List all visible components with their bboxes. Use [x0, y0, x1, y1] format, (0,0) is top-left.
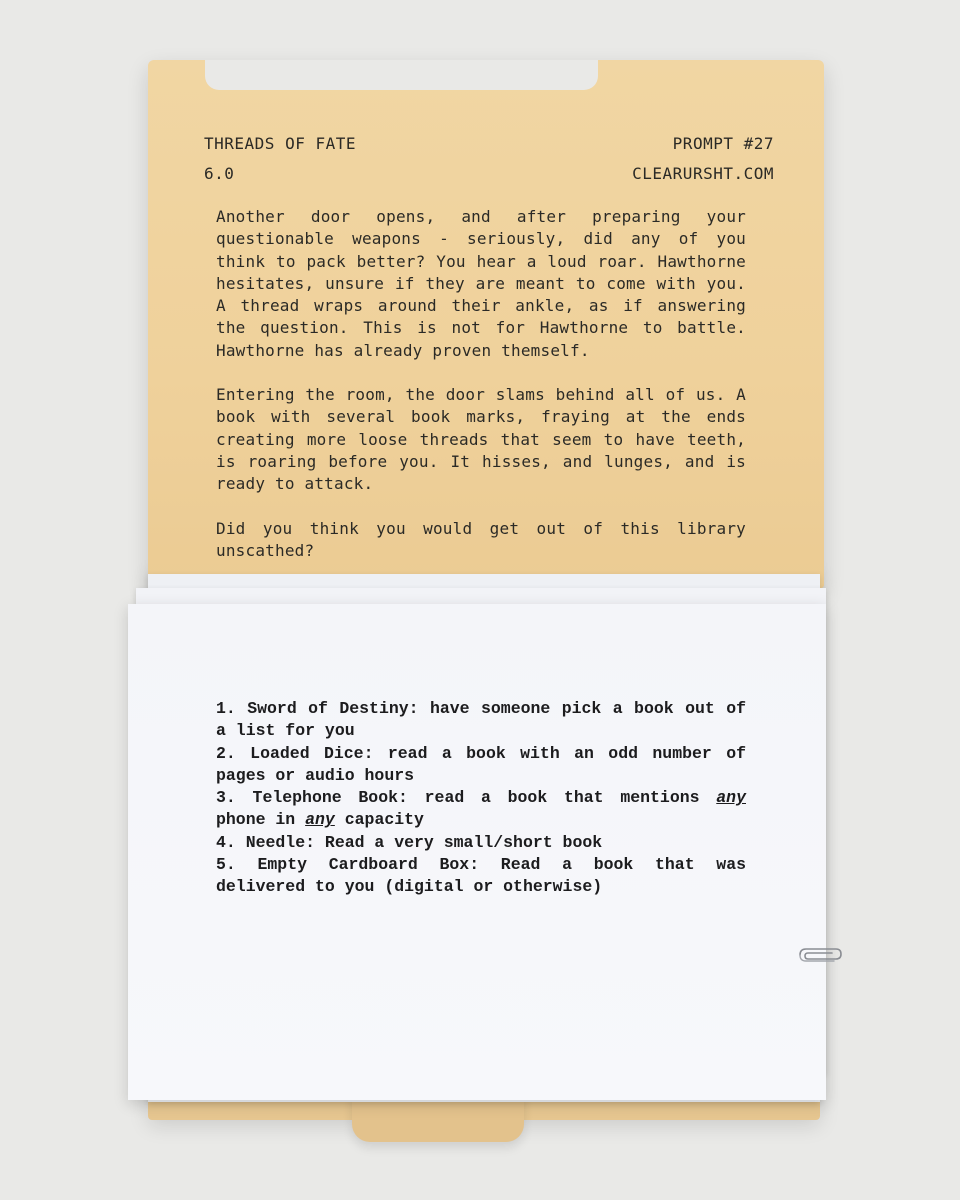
list-item-text: 3. Telephone Book: read a book that mentions: [216, 788, 717, 808]
prompt-number: PROMPT #27: [672, 134, 774, 153]
list-item-text: phone in: [216, 810, 306, 830]
story-paragraph: Entering the room, the door slams behind all of us. A book with several book marks, fraying at the ends creating more loose threads that seem to have teeth, is roaring before you. It hisses, and lunges, and is ready to attack.: [216, 385, 746, 494]
paperclip-icon: [794, 946, 844, 964]
list-item: 2. Loaded Dice: read a book with an odd number of pages or audio hours: [216, 743, 746, 785]
list-item: 4. Needle: Read a very small/short book: [216, 832, 603, 852]
list-item: 1. Sword of Destiny: have someone pick a book out of a list for you: [216, 699, 746, 741]
list-item: [216, 787, 746, 832]
emphasis-text: any: [305, 810, 335, 830]
prompt-list: [216, 698, 746, 899]
story-text: [216, 206, 746, 584]
emphasis-text: any: [716, 788, 746, 808]
list-item-text: capacity: [334, 810, 424, 830]
website-label: CLEARURSHT.COM: [632, 164, 774, 183]
version-label: 6.0: [204, 164, 235, 183]
story-paragraph: Did you think you would get out of this library unscathed?: [216, 518, 746, 560]
folder-title: THREADS OF FATE: [204, 134, 356, 153]
list-item: 5. Empty Cardboard Box: Read a book that was delivered to you (digital or otherwise): [216, 855, 746, 897]
folder-tab-gap: [205, 60, 598, 90]
story-paragraph: Another door opens, and after preparing your questionable weapons - seriously, did any of you think to pack better? You hear a loud roar. Hawthorne hesitates, unsure if they are meant to come with you. A thread wraps around their ankle, as if answering the question. This is not for Hawthorne to battle. Hawthorne has already proven themself.: [216, 207, 746, 360]
